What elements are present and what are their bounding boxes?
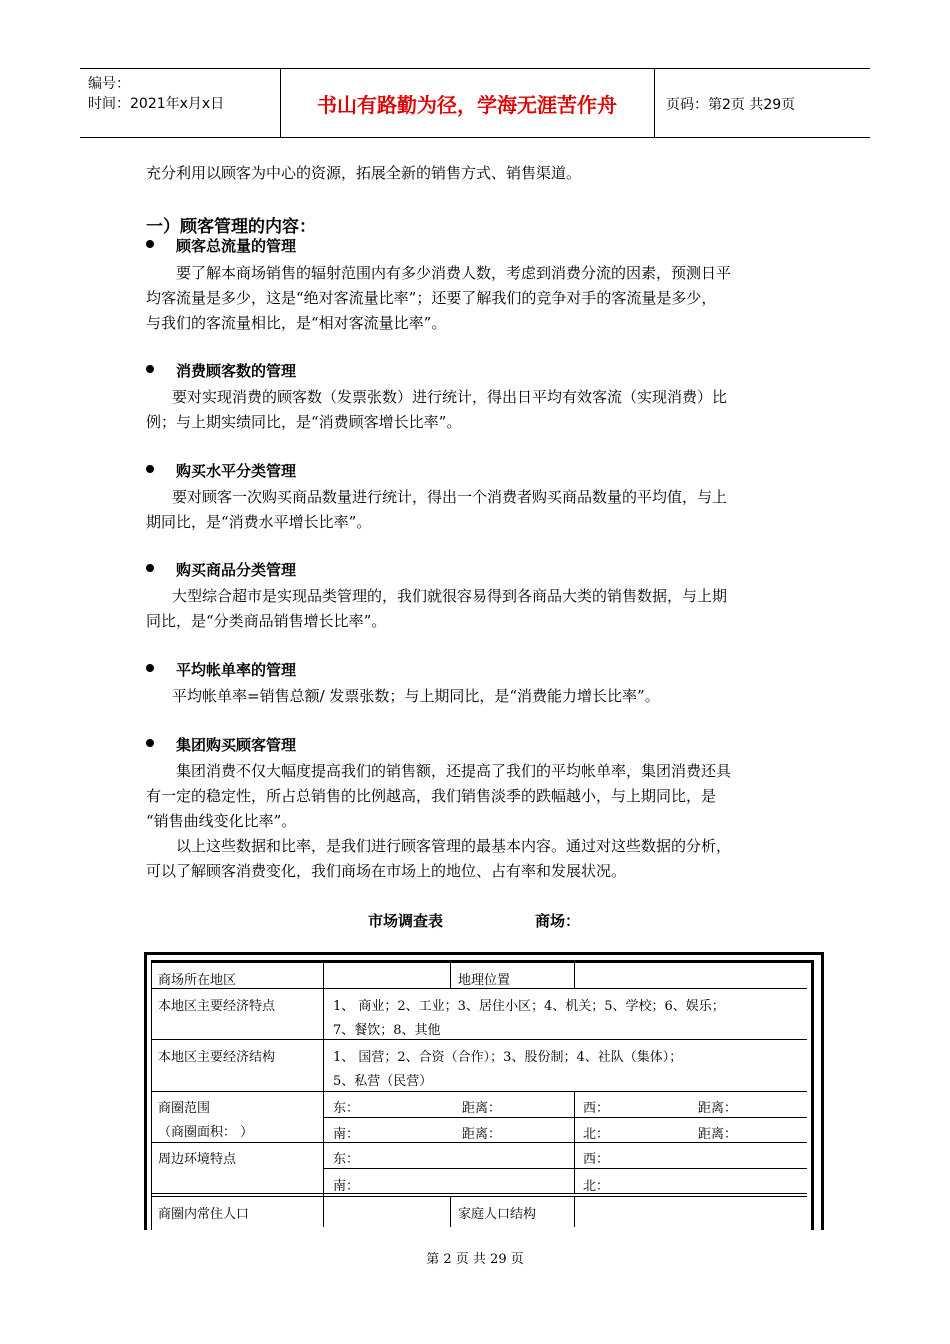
item-title: 购买水平分类管理: [176, 462, 297, 480]
bullet-icon: [146, 739, 154, 747]
paragraph-line: 要对实现消费的顾客数（发票张数）进行统计，得出日平均有效客流（实现消费）比: [172, 388, 728, 406]
cell-value: 北：: [583, 1127, 610, 1142]
table-divider: [152, 988, 807, 989]
paragraph-line: 大型综合超市是实现品类管理的，我们就很容易得到各商品大类的销售数据，与上期: [172, 587, 728, 605]
paragraph-line: 平均帐单率=销售总额/ 发票张数；与上期同比，是“消费能力增长比率”。: [172, 687, 660, 705]
cell-label: 商圈范围: [158, 1101, 211, 1116]
page-footer: 第 2 页 共 29 页: [426, 1252, 524, 1267]
cell-value: 东：: [333, 1152, 360, 1167]
table-divider: [574, 1196, 575, 1227]
bullet-icon: [146, 564, 154, 572]
table-divider: [152, 1193, 807, 1194]
paragraph-line: 与我们的客流量相比，是“相对客流量比率”。: [146, 314, 447, 332]
table-divider: [152, 1196, 807, 1197]
cell-label: 商场所在地区: [158, 973, 237, 988]
cell-value: 距离：: [462, 1101, 502, 1116]
item-title: 消费顾客数的管理: [176, 362, 297, 380]
table-divider: [450, 1196, 451, 1227]
item-title: 平均帐单率的管理: [176, 661, 297, 679]
cell-value: 1、 国营；2、合资（合作）；3、股份制；4、社队（集体）；: [333, 1050, 683, 1065]
cell-value: 距离：: [698, 1101, 738, 1116]
cell-label: （商圈面积： ）: [158, 1125, 254, 1140]
paragraph-line: 要了解本商场销售的辐射范围内有多少消费人数，考虑到消费分流的因素，预测日平: [176, 264, 732, 282]
cell-value: 5、私营（民营）: [333, 1074, 433, 1089]
table-divider: [323, 962, 324, 1227]
cell-label: 本地区主要经济特点: [158, 999, 276, 1014]
mall-label: 商场：: [535, 912, 581, 930]
bullet-icon: [146, 465, 154, 473]
paragraph-line: 集团消费不仅大幅度提高我们的销售额，还提高了我们的平均帐单率，集团消费还具: [176, 762, 732, 780]
motto: 书山有路勤为径，学海无涯苦作舟: [280, 69, 655, 137]
cell-value: 南：: [333, 1179, 360, 1194]
table-title: 市场调查表: [368, 912, 444, 930]
paragraph-line: 有一定的稳定性，所占总销售的比例越高，我们销售淡季的跌幅越小，与上期同比，是: [146, 787, 717, 805]
table-divider: [152, 1039, 807, 1040]
page-header: [80, 68, 870, 138]
section-title: 一）顾客管理的内容：: [146, 217, 316, 237]
cell-label: 地理位置: [458, 973, 511, 988]
table-divider: [152, 1091, 807, 1092]
cell-value: 北：: [583, 1179, 610, 1194]
table-divider: [574, 1091, 575, 1193]
bullet-icon: [146, 664, 154, 672]
bullet-icon: [146, 240, 154, 248]
cell-label: 商圈内常住人口: [158, 1207, 250, 1222]
bullet-icon: [146, 365, 154, 373]
cell-label: 家庭人口结构: [458, 1207, 537, 1222]
cell-value: 距离：: [462, 1127, 502, 1142]
item-title: 顾客总流量的管理: [176, 237, 297, 255]
time-label: 时间：2021年x月x日: [88, 96, 225, 112]
table-divider: [324, 1168, 807, 1169]
intro-text: 充分利用以顾客为中心的资源，拓展全新的销售方式、销售渠道。: [146, 164, 582, 182]
cell-value: 7、餐饮；8、其他: [333, 1023, 441, 1038]
item-title: 集团购买顾客管理: [176, 736, 297, 754]
header-left-cell: [80, 69, 281, 137]
table-divider: [152, 1142, 807, 1143]
cell-value: 距离：: [698, 1127, 738, 1142]
cell-label: 周边环境特点: [158, 1152, 237, 1167]
paragraph-line: 期同比，是“消费水平增长比率”。: [146, 513, 372, 531]
paragraph-line: 以上这些数据和比率，是我们进行顾客管理的最基本内容。通过对这些数据的分析，: [176, 837, 732, 855]
cell-value: 西：: [583, 1101, 610, 1116]
cell-label: 本地区主要经济结构: [158, 1050, 276, 1065]
paragraph-line: 可以了解顾客消费变化，我们商场在市场上的地位、占有率和发展状况。: [146, 862, 627, 880]
cell-value: 东：: [333, 1101, 360, 1116]
cell-value: 南：: [333, 1127, 360, 1142]
paragraph-line: “销售曲线变化比率”。: [146, 812, 297, 830]
table-divider: [450, 962, 451, 989]
page-info: 页码：第2页 共29页: [666, 97, 796, 113]
cell-value: 西：: [583, 1152, 610, 1167]
paragraph-line: 均客流量是多少，这是“绝对客流量比率”；还要了解我们的竞争对手的客流量是多少，: [146, 289, 717, 307]
table-divider: [574, 962, 575, 989]
table-divider: [324, 1117, 807, 1118]
cell-value: 1、 商业；2、工业；3、居住小区；4、机关；5、学校；6、娱乐；: [333, 999, 725, 1014]
paragraph-line: 同比，是“分类商品销售增长比率”。: [146, 612, 387, 630]
item-title: 购买商品分类管理: [176, 561, 297, 579]
paragraph-line: 例；与上期实绩同比，是“消费顾客增长比率”。: [146, 413, 462, 431]
paragraph-line: 要对顾客一次购买商品数量进行统计，得出一个消费者购买商品数量的平均值，与上: [172, 488, 728, 506]
number-label: 编号：: [88, 76, 130, 92]
